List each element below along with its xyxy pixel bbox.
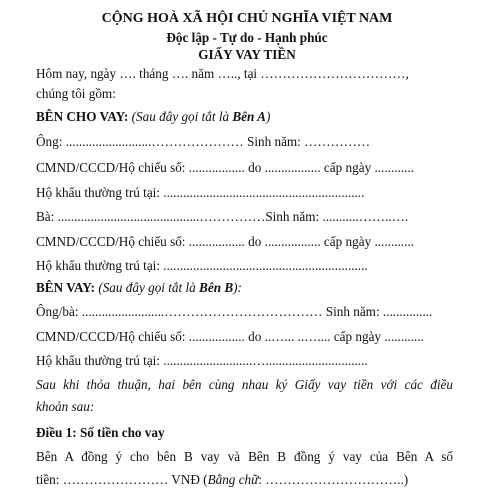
lender-heading-party: Bên A (232, 109, 266, 124)
agreement-line-1: Sau khi thỏa thuận, hai bên cùng nhau ký Giấy vay tiền với các điều (36, 377, 453, 392)
amount-in-words-label: Bằng chữ (207, 472, 259, 487)
national-motto: CỘNG HOÀ XÃ HỘI CHỦ NGHĨA VIỆT NAM (101, 11, 393, 26)
amount-prefix: tiền: …………………… VNĐ ( (36, 472, 208, 487)
borrower-heading-note: (Sau đây gọi tắt là (95, 280, 200, 295)
amount-suffix: : …………………………..) (258, 472, 409, 487)
lender-spouse-address-line: Hộ khẩu thường trú tại: .............................................................. (36, 258, 368, 273)
lender-heading-note: (Sau đây gọi tắt là (128, 109, 233, 124)
lender-heading-close: ) (265, 109, 271, 124)
document-title: GIẤY VAY TIỀN (198, 47, 296, 62)
borrower-name-line: Ông/bà: .........................……………………………… Sinh năm: ............... (36, 304, 433, 319)
agreement-line-2: khoản sau: (36, 399, 95, 414)
intro-line-1: Hôm nay, ngày …. tháng …. năm ….., tại ……………………………, (36, 66, 409, 81)
lender-address-line: Hộ khẩu thường trú tại: ............................................................. (36, 185, 365, 200)
article-1-heading: Điều 1: Số tiền cho vay (36, 425, 165, 440)
article-1-line-1: Bên A đồng ý cho bên B vay và Bên B đồng ý vay của Bên A số (36, 449, 453, 464)
borrower-heading-label: BÊN VAY: (36, 280, 96, 295)
borrower-address-line: Hộ khẩu thường trú tại: ...........................…............................... (36, 353, 368, 368)
lender-name-line: Ông: ..........................………………… Sinh năm: …………… (36, 134, 371, 149)
article-1-line-2 (36, 472, 408, 488)
lender-heading-label: BÊN CHO VAY: (36, 109, 129, 124)
lender-spouse-line: Bà: ...........................................……………Sinh năm: ...........……..…. (36, 209, 409, 224)
slogan: Độc lập - Tự do - Hạnh phúc (166, 30, 328, 45)
lender-id-line: CMND/CCCD/Hộ chiếu số: ................. do ................. cấp ngày ............ (36, 160, 415, 175)
borrower-id-line: CMND/CCCD/Hộ chiếu số: ................. do ..…... ..….... cấp ngày ............ (36, 329, 424, 344)
borrower-heading-party: Bên B (199, 280, 234, 295)
intro-line-2: chúng tôi gồm: (36, 86, 116, 101)
borrower-heading (36, 280, 242, 296)
lender-spouse-id-line: CMND/CCCD/Hộ chiếu số: ................. do ................. cấp ngày ............ (36, 234, 415, 249)
borrower-heading-close: ): (233, 280, 242, 295)
lender-heading (36, 109, 270, 125)
